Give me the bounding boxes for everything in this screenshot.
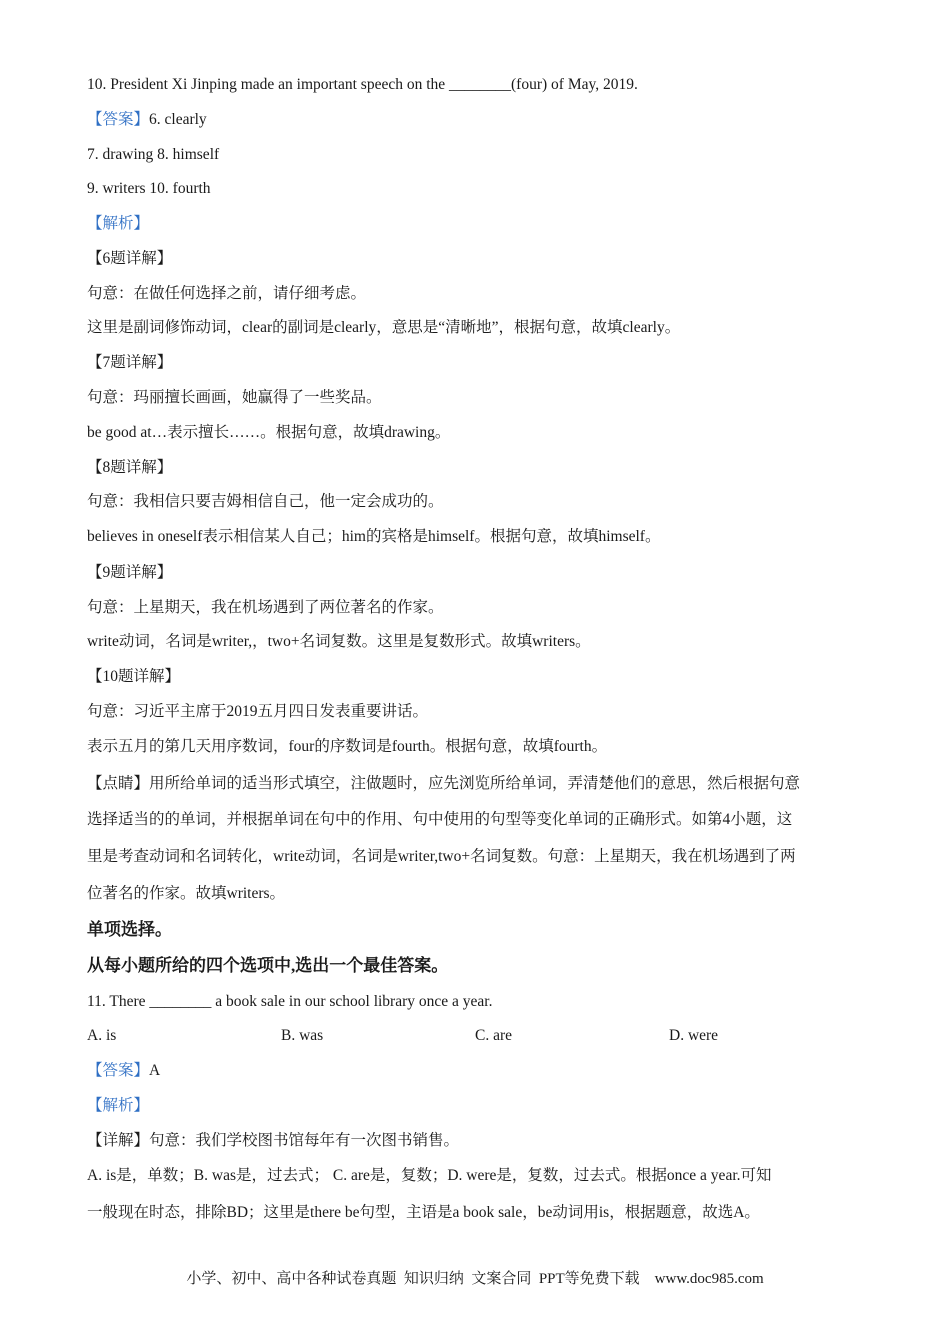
question-10: 10. President Xi Jinping made an important speech on the ________(four) of May, 2019. (87, 76, 638, 93)
detail-line-1: 【详解】句意：我们学校图书馆每年有一次图书销售。 (87, 1132, 460, 1149)
answer-tag-11: 【答案】 (87, 1062, 150, 1079)
section-subtitle: 从每小题所给的四个选项中,选出一个最佳答案。 (87, 956, 449, 975)
text-10-2: 表示五月的第几天用序数词，four的序数词是fourth。根据句意，故填fourth。 (87, 738, 608, 755)
text-6-2: 这里是副词修饰动词，clear的副词是clearly，意思是“清晰地”，根据句意，故填clearly。 (87, 319, 681, 336)
option-d: D. were (669, 1027, 719, 1044)
answer-9-10: 9. writers 10. fourth (87, 180, 211, 197)
heading-10: 【10题详解】 (87, 668, 181, 685)
option-c: C. are (475, 1027, 513, 1044)
page-footer: 小学、初中、高中各种试卷真题 知识归纳 文案合同 PPT等免费下载 www.doc985.com (186, 1271, 764, 1287)
heading-8: 【8题详解】 (87, 459, 173, 476)
answer-6: 6. clearly (149, 111, 207, 128)
text-9-1: 句意：上星期天，我在机场遇到了两位著名的作家。 (87, 599, 444, 616)
text-8-2: believes in oneself表示相信某人自己；him的宾格是himself。根据句意，故填himself。 (87, 528, 661, 545)
heading-9: 【9题详解】 (87, 564, 173, 581)
heading-7: 【7题详解】 (87, 354, 173, 371)
analysis-tag: 【解析】 (87, 215, 150, 232)
answer-11: A (149, 1062, 161, 1079)
option-a: A. is (87, 1027, 117, 1044)
text-8-1: 句意：我相信只要吉姆相信自己，他一定会成功的。 (87, 493, 444, 510)
text-9-2: write动词，名词是writer,，two+名词复数。这里是复数形式。故填writers。 (87, 633, 591, 650)
section-title: 单项选择。 (87, 920, 172, 939)
answer-7-8: 7. drawing 8. himself (87, 146, 220, 163)
text-10-1: 句意：习近平主席于2019五月四日发表重要讲话。 (87, 703, 429, 720)
tip-line-1: 【点睛】用所给单词的适当形式填空，注做题时，应先浏览所给单词，弄清楚他们的意思，然后根据句意 (87, 775, 801, 792)
tip-line-2: 选择适当的的单词，并根据单词在句中的作用、句中使用的句型等变化单词的正确形式。如第4小题，这 (87, 811, 793, 828)
text-7-2: be good at…表示擅长……。根据句意，故填drawing。 (87, 424, 451, 441)
answer-line (87, 109, 207, 131)
detail-line-2: A. is是，单数；B. was是，过去式； C. are是，复数；D. were是，复数，过去式。根据once a year.可知 (87, 1167, 772, 1184)
option-b: B. was (281, 1027, 324, 1044)
text-7-1: 句意：玛丽擅长画画，她赢得了一些奖品。 (87, 389, 382, 406)
question-11: 11. There ________ a book sale in our school library once a year. (87, 993, 493, 1010)
answer-11-line (87, 1060, 160, 1082)
text-6-1: 句意：在做任何选择之前，请仔细考虑。 (87, 285, 367, 302)
answer-tag: 【答案】 (87, 111, 150, 128)
heading-6: 【6题详解】 (87, 250, 173, 267)
analysis-tag-11: 【解析】 (87, 1097, 150, 1114)
tip-line-3: 里是考查动词和名词转化，write动词，名词是writer,two+名词复数。句意：上星期天，我在机场遇到了两 (87, 848, 796, 865)
tip-line-4: 位著名的作家。故填writers。 (87, 885, 286, 902)
detail-line-3: 一般现在时态，排除BD；这里是there be句型，主语是a book sale，be动词用is，根据题意，故选A。 (87, 1204, 760, 1221)
